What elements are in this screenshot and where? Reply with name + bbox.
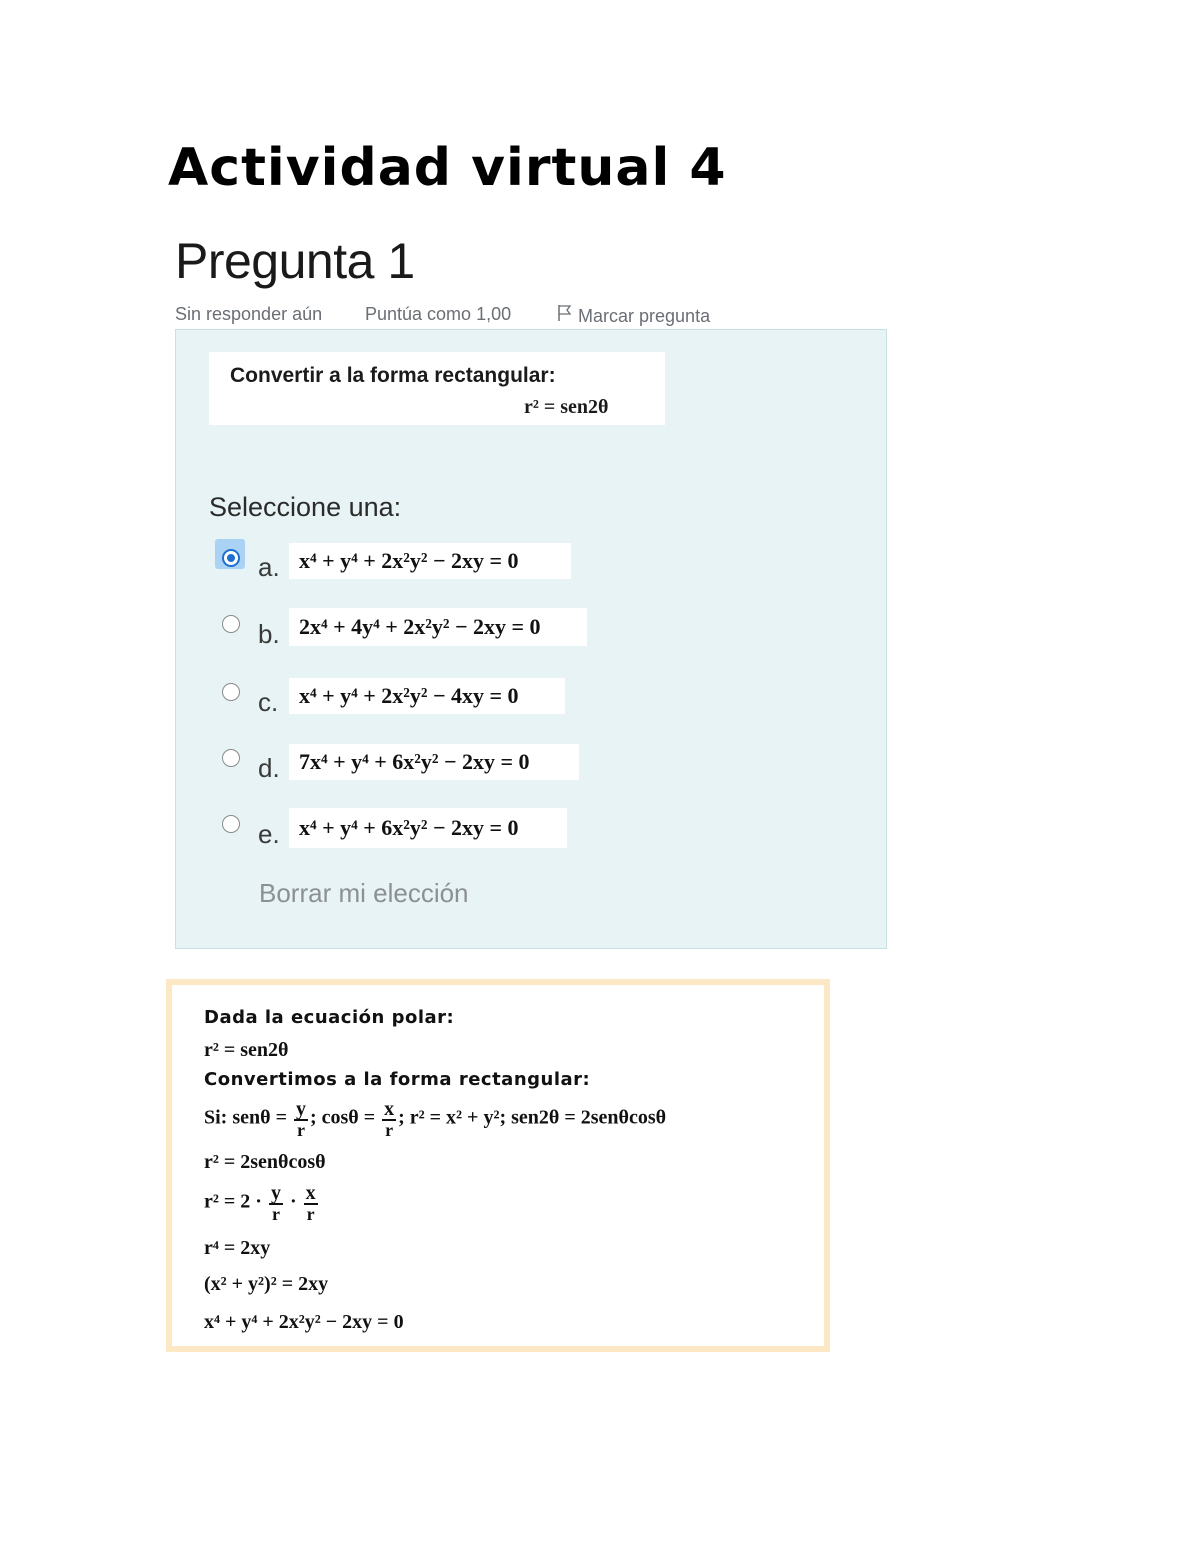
fraction-numerator: y <box>295 1098 306 1120</box>
fraction-y-over-r <box>294 1099 308 1139</box>
question-title: Pregunta 1 <box>175 233 415 289</box>
fraction-denominator: r <box>385 1120 394 1140</box>
solution-convert-heading: Convertimos a la forma rectangular: <box>204 1069 591 1090</box>
step-2-prefix: r² = 2 · <box>204 1190 262 1213</box>
fraction-x-over-r <box>304 1183 318 1223</box>
flag-question-label: Marcar pregunta <box>578 306 711 326</box>
fraction-numerator: x <box>305 1182 316 1204</box>
option-letter: a. <box>258 552 280 582</box>
question-panel <box>175 329 887 949</box>
solution-heading: Dada la ecuación polar: <box>204 1007 455 1028</box>
flag-question-button[interactable] <box>557 304 710 328</box>
option-equation: x⁴ + y⁴ + 2x²y² − 2xy = 0 <box>289 543 571 579</box>
solution-given-equation: r² = sen2θ <box>204 1039 289 1061</box>
solution-step-5: x⁴ + y⁴ + 2x²y² − 2xy = 0 <box>204 1311 404 1333</box>
multiplication-dot: · <box>289 1190 297 1213</box>
select-one-label: Seleccione una: <box>209 492 402 522</box>
question-prompt: Convertir a la forma rectangular: <box>230 364 556 387</box>
identity-rest: ; r² = x² + y²; sen2θ = 2senθcosθ <box>398 1106 667 1129</box>
option-letter: d. <box>258 753 280 783</box>
solution-step-4: (x² + y²)² = 2xy <box>204 1273 329 1295</box>
question-info <box>175 304 710 328</box>
option-equation: x⁴ + y⁴ + 6x²y² − 2xy = 0 <box>289 808 567 848</box>
flag-icon <box>557 304 573 322</box>
solution-identities <box>204 1099 666 1139</box>
fraction-x-over-r <box>382 1099 396 1139</box>
option-letter: c. <box>258 687 279 717</box>
solution-box <box>166 979 830 1352</box>
fraction-denominator: r <box>271 1204 280 1224</box>
option-equation: 2x⁴ + 4y⁴ + 2x²y² − 2xy = 0 <box>289 608 587 646</box>
option-equation: 7x⁴ + y⁴ + 6x²y² − 2xy = 0 <box>289 744 579 780</box>
solution-step-1: r² = 2senθcosθ <box>204 1151 326 1173</box>
option-equation: x⁴ + y⁴ + 2x²y² − 4xy = 0 <box>289 678 565 714</box>
radio-button-d[interactable] <box>222 749 240 767</box>
question-grade: Puntúa como 1,00 <box>365 304 512 324</box>
identity-cos-label: ; cosθ = <box>309 1106 376 1129</box>
fraction-denominator: r <box>306 1204 315 1224</box>
solution-step-2 <box>204 1183 320 1223</box>
identity-prefix: Si: senθ = <box>204 1106 287 1129</box>
fraction-numerator: x <box>384 1098 395 1120</box>
solution-step-3: r⁴ = 2xy <box>204 1237 271 1259</box>
document-title: Actividad virtual 4 <box>168 138 727 198</box>
radio-button-a[interactable] <box>222 549 240 567</box>
radio-button-e[interactable] <box>222 815 240 833</box>
fraction-denominator: r <box>296 1120 305 1140</box>
option-letter: b. <box>258 619 280 649</box>
question-status: Sin responder aún <box>175 304 323 324</box>
fraction-numerator: y <box>270 1182 281 1204</box>
clear-choice-link[interactable]: Borrar mi elección <box>259 878 469 908</box>
radio-button-c[interactable] <box>222 683 240 701</box>
question-text-box <box>209 352 665 425</box>
radio-button-b[interactable] <box>222 615 240 633</box>
question-equation: r² = sen2θ <box>524 396 609 418</box>
fraction-y-over-r <box>269 1183 283 1223</box>
option-letter: e. <box>258 819 280 849</box>
